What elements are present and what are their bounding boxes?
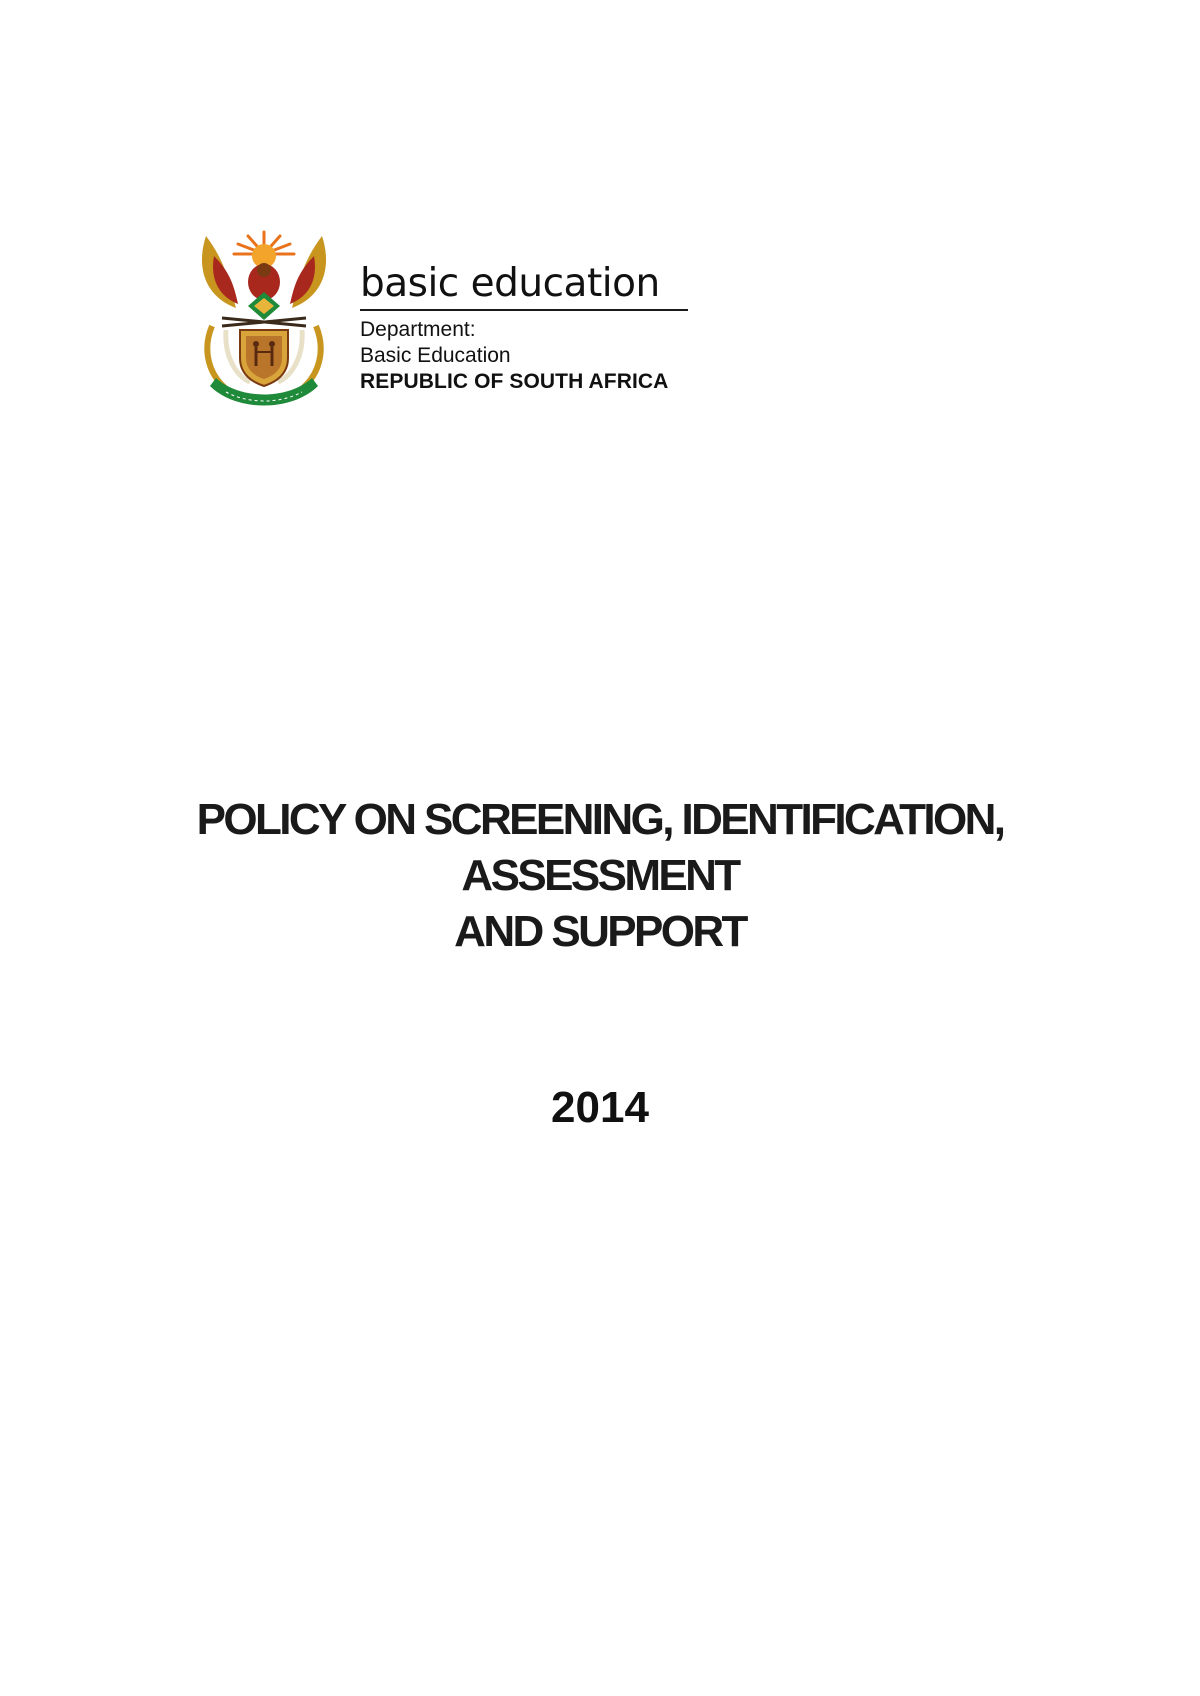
brand-underline xyxy=(360,309,688,311)
country-name: REPUBLIC OF SOUTH AFRICA xyxy=(360,370,669,393)
coat-of-arms-icon xyxy=(196,226,332,410)
document-year: 2014 xyxy=(551,1083,649,1132)
title-line-2: ASSESSMENT xyxy=(461,851,739,900)
department-name: Basic Education xyxy=(360,344,511,367)
document-title xyxy=(0,792,1200,960)
brand-name: basic education xyxy=(360,261,660,306)
department-text-block xyxy=(360,262,688,395)
department-label: Department: xyxy=(360,318,476,341)
title-line-3: AND SUPPORT xyxy=(454,907,746,956)
department-header xyxy=(196,226,696,416)
title-line-1: POLICY ON SCREENING, IDENTIFICATION, xyxy=(196,795,1004,844)
